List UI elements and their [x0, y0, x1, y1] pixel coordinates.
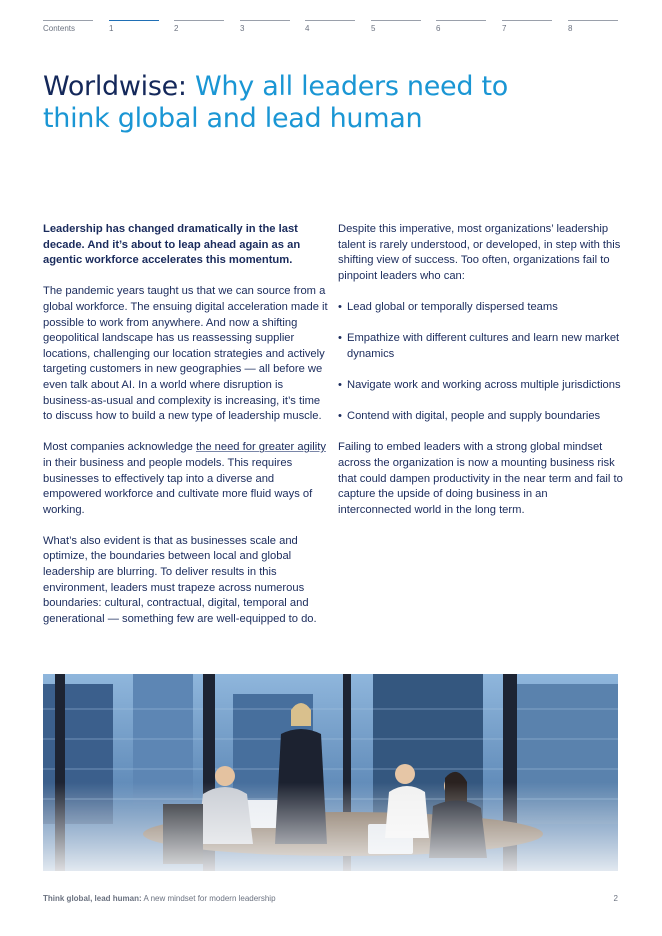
- nav-item-contents[interactable]: [43, 14, 93, 34]
- lead-paragraph: Leadership has changed dramatically in the last decade. And it’s about to leap ahead again as an agentic workforce accelerates this momentum.: [43, 223, 301, 267]
- meeting-photo: [43, 674, 618, 871]
- nav-item-8[interactable]: [568, 14, 618, 34]
- nav-item-3[interactable]: [240, 14, 290, 34]
- nav-item-label: 8: [568, 24, 573, 33]
- footer-subtitle: A new mindset for modern leadership: [141, 894, 276, 903]
- nav-divider-line: [109, 20, 159, 21]
- body-paragraph-agility: [43, 440, 328, 518]
- nav-item-7[interactable]: [502, 14, 552, 34]
- nav-divider-line: [568, 20, 618, 21]
- list-item: • Contend with digital, people and supply boundaries: [338, 409, 623, 425]
- nav-item-label: 1: [109, 24, 114, 33]
- list-item: • Navigate work and working across multiple jurisdictions: [338, 378, 623, 394]
- page-footer: [43, 894, 618, 903]
- list-item: • Empathize with different cultures and learn new market dynamics: [338, 331, 623, 362]
- body-paragraph-risk: Failing to embed leaders with a strong global mindset across the organization is now a mounting business risk that could dampen productivity in the near term and fail to capture the upside of doing business in an interconnected world in the long term.: [338, 441, 623, 516]
- right-column: [338, 222, 623, 534]
- page-title: [43, 71, 523, 135]
- title-prefix: Worldwise:: [43, 71, 187, 102]
- nav-item-5[interactable]: [371, 14, 421, 34]
- nav-divider-line: [502, 20, 552, 21]
- nav-item-label: 6: [436, 24, 441, 33]
- nav-divider-line: [240, 20, 290, 21]
- list-item: • Lead global or temporally dispersed teams: [338, 300, 623, 316]
- nav-divider-line: [371, 20, 421, 21]
- nav-item-4[interactable]: [305, 14, 355, 34]
- meeting-photo-illustration: [43, 674, 618, 871]
- agility-link[interactable]: the need for greater agility: [195, 441, 326, 454]
- nav-divider-line: [436, 20, 486, 21]
- agility-text-before: Most companies acknowledge: [43, 441, 196, 454]
- page-number: 2: [613, 894, 618, 903]
- left-column: [43, 222, 328, 643]
- nav-item-label: 7: [502, 24, 507, 33]
- nav-item-label: 3: [240, 24, 245, 33]
- footer-title: Think global, lead human:: [43, 894, 142, 903]
- title-suffix: Why all leaders need to think global and lead human: [43, 71, 508, 134]
- nav-item-label: 4: [305, 24, 310, 33]
- section-nav: [43, 14, 618, 34]
- nav-item-1[interactable]: [109, 14, 159, 34]
- nav-item-2[interactable]: [174, 14, 224, 34]
- body-paragraph-pandemic: The pandemic years taught us that we can source from a global workforce. The ensuing digital acceleration made it possible to work from anywhere. And now a shifting geopolitical landscape has us reassessing supplier locations, challenging our location strategies and actively targeting customers in new geographies — all before we even talk about AI. In a world where disruption is business-as-usual and complexity is increasing, it’s time to discuss how to build a new type of leadership muscle.: [43, 285, 328, 423]
- nav-item-label: 2: [174, 24, 179, 33]
- agility-text-after: in their business and people models. This requires businesses to effectively tap into a diverse and empowered workforce and cultivate more fluid ways of working.: [43, 456, 313, 516]
- nav-divider-line: [174, 20, 224, 21]
- body-paragraph-imperative: Despite this imperative, most organizations’ leadership talent is rarely understood, or developed, in step with this shifting view of success. Too often, organizations fail to pinpoint leaders who can:: [338, 223, 621, 282]
- nav-item-label: Contents: [43, 24, 76, 33]
- nav-item-6[interactable]: [436, 14, 486, 34]
- nav-divider-line: [43, 20, 93, 21]
- nav-divider-line: [305, 20, 355, 21]
- body-paragraph-boundaries: What’s also evident is that as businesses scale and optimize, the boundaries between local and global leadership are blurring. To deliver results in this environment, leaders must trapeze across numerous boundaries: cultural, contractual, digital, temporal and generational — something few are well-equipped to do.: [43, 534, 317, 625]
- nav-item-label: 5: [371, 24, 376, 33]
- leader-capabilities-list: [338, 300, 623, 425]
